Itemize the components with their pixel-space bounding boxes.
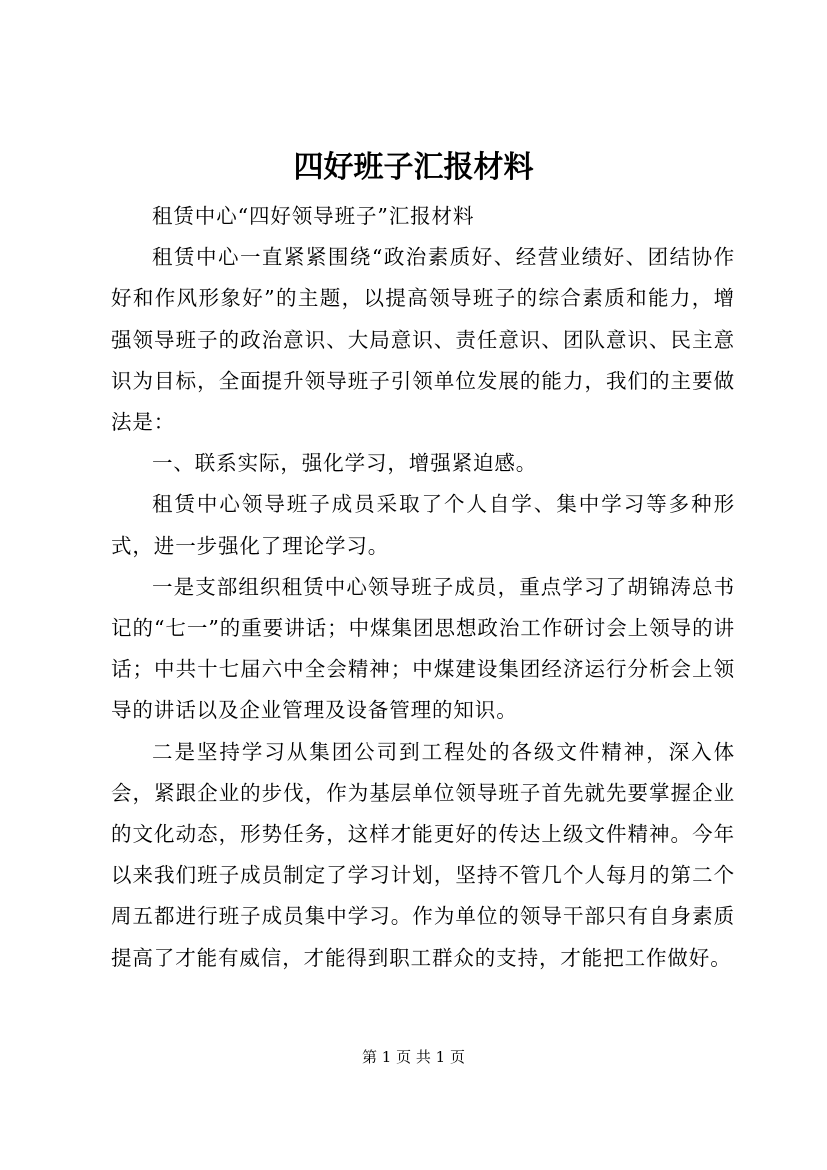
paragraph-subtitle: 租赁中心“四好领导班子”汇报材料 bbox=[152, 204, 475, 228]
paragraph-point-two: 二是坚持学习从集团公司到工程处的各级文件精神，深入体会，紧跟企业的步伐，作为基层单位领导班子首先就先要掌握企业的文化动态，形势任务，这样才能更好的传达上级文件精神。今年以来我们班子成员制定了学习计划，坚持不管几个人每月的第二个周五都进行班子成员集中学习。作为单位的领导干部只有自身素质提高了才能有威信，才能得到职工群众的支持，才能把工作做好。 bbox=[111, 739, 735, 970]
paragraph-study-forms: 租赁中心领导班子成员采取了个人自学、集中学习等多种形式，进一步强化了理论学习。 bbox=[111, 492, 735, 558]
page-number-footer: 第 1 页 共 1 页 bbox=[362, 1048, 465, 1066]
paragraph-section-heading: 一、联系实际，强化学习，增强紧迫感。 bbox=[152, 451, 538, 476]
paragraph-point-one: 一是支部组织租赁中心领导班子成员，重点学习了胡锦涛总书记的“七一”的重要讲话；中煤集团思想政治工作研讨会上领导的讲话；中共十七届六中全会精神；中煤建设集团经济运行分析会上领导的讲话以及企业管理及设备管理的知识。 bbox=[111, 574, 735, 723]
document-title: 四好班子汇报材料 bbox=[293, 150, 534, 185]
paragraph-intro: 租赁中心一直紧紧围绕“政治素质好、经营业绩好、团结协作好和作风形象好”的主题，以提高领导班子的综合素质和能力，增强领导班子的政治意识、大局意识、责任意识、团队意识、民主意识为目标，全面提升领导班子引领单位发展的能力，我们的主要做法是： bbox=[111, 245, 735, 435]
document-body bbox=[111, 196, 735, 979]
